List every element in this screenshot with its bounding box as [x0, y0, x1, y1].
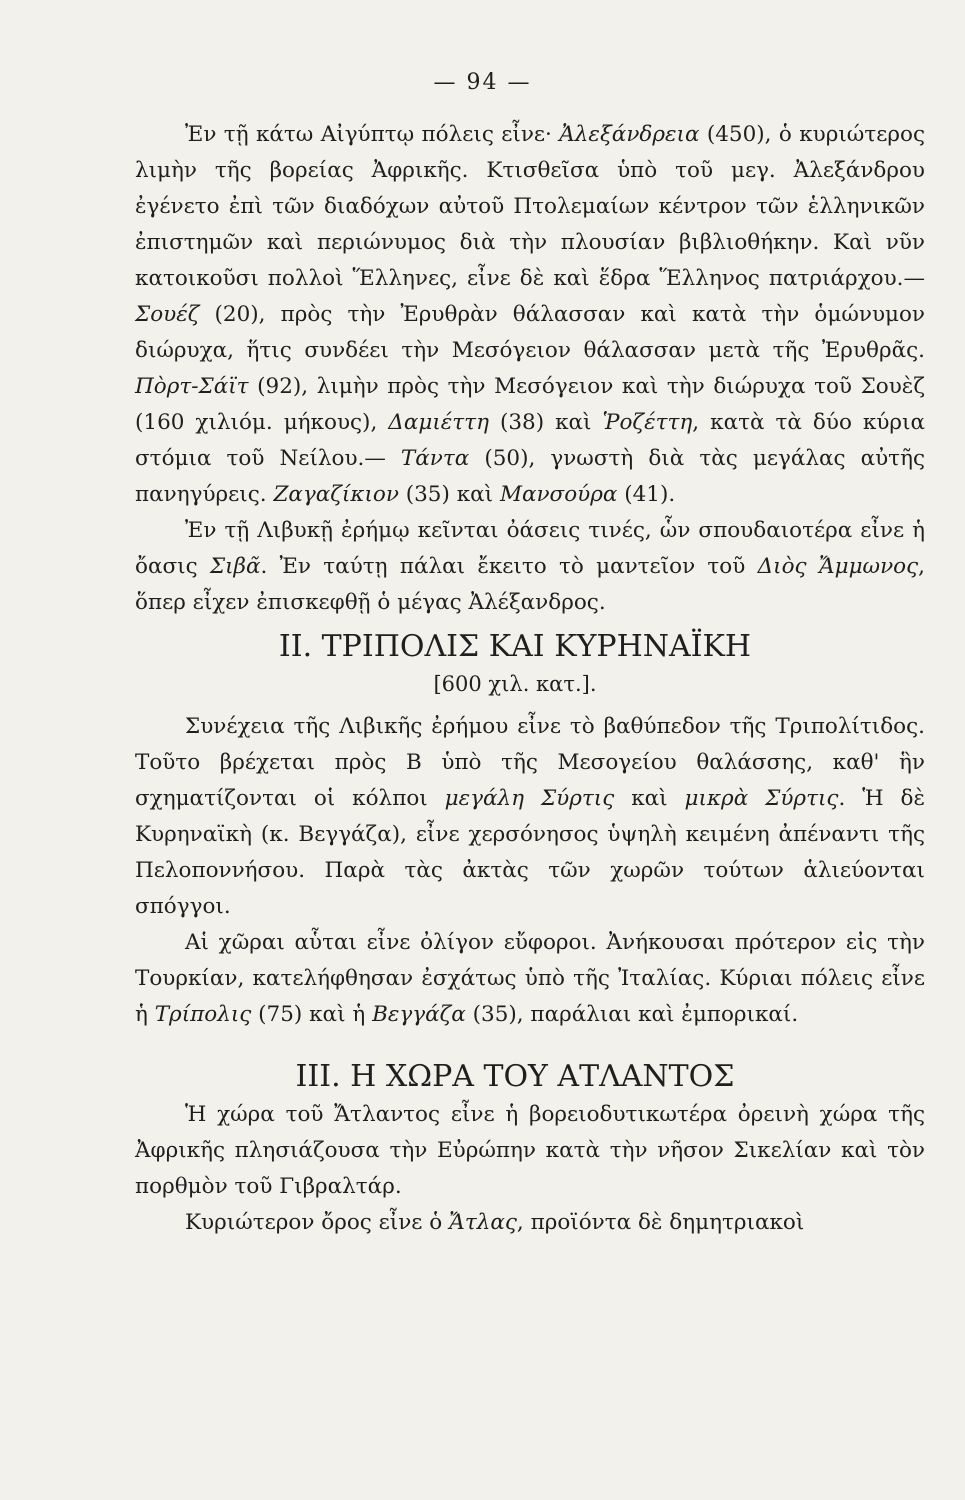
- section-atlas: [135, 1057, 925, 1241]
- italic-term: Μανσούρα: [499, 482, 618, 507]
- text-run: (75) καὶ ἡ: [251, 1002, 373, 1027]
- text-run: Ἡ χώρα τοῦ Ἄτλαντος εἶνε ἡ βορειοδυτικωτέρα ὀρεινὴ χώρα τῆς Ἀφρικῆς πλησιάζουσα τὴν Εὐρώπην κατὰ τὴν νῆσον Σικελίαν καὶ τὸν πορθμὸν τοῦ Γιβραλτάρ.: [135, 1102, 925, 1199]
- paragraph: [135, 1097, 925, 1205]
- text-run: (50), γνωστὴ διὰ τὰς μεγάλας αὐτῆς πανηγύρεις.: [135, 446, 925, 507]
- section-heading-atlas: III. Η ΧΩΡΑ ΤΟΥ ΑΤΛΑΝΤΟΣ: [295, 1059, 735, 1094]
- italic-term: Ἄτλας: [449, 1210, 517, 1235]
- italic-term: Ἀλεξάνδρεια: [559, 122, 700, 147]
- text-run: , ὅπερ εἶχεν ἐπισκεφθῇ ὁ μέγας Ἀλέξανδρος.: [135, 554, 925, 615]
- text-run: Αἱ χῶραι αὗται εἶνε ὀλίγον εὔφοροι. Ἀνήκουσαι πρότερον εἰς τὴν Τουρκίαν, κατελήφθησαν ἐσχάτως ὑπὸ τῆς Ἰταλίας. Κύριαι πόλεις εἶνε ἡ: [135, 930, 925, 1027]
- section-tripoli: [135, 627, 925, 1033]
- text-run: καὶ: [614, 786, 685, 811]
- text-run: (38) καὶ: [488, 410, 603, 435]
- italic-term: Βεγγάζα: [372, 1002, 466, 1027]
- paragraph: [135, 513, 925, 621]
- text-run: Ἐν τῇ κάτω Αἰγύπτῳ πόλεις εἶνε·: [185, 122, 560, 147]
- text-run: (35) καὶ: [398, 482, 500, 507]
- italic-term: Δαμιέττη: [388, 410, 489, 435]
- text-run: (35), παράλιαι καὶ ἐμπορικαί.: [465, 1002, 799, 1027]
- section-area-note: [600 χιλ. κατ.].: [433, 672, 597, 696]
- text-run: (450), ὁ κυριώτερος λιμὴν τῆς βορείας Ἀφρικῆς. Κτισθεῖσα ὑπὸ τοῦ μεγ. Ἀλεξάνδρου ἐγένετο ἐπὶ τῶν διαδόχων αὐτοῦ Πτολεμαίων κέντρον τῶν ἑλληνικῶν ἐπιστημῶν καὶ περιώνυμος διὰ τὴν πλουσίαν βιβλιοθήκην. Καὶ νῦν κατοικοῦσι πολλοὶ Ἕλληνες, εἶνε δὲ καὶ ἕδρα Ἕλληνος πατριάρχου.—: [135, 122, 925, 291]
- italic-term: Σιβᾶ: [209, 554, 261, 579]
- italic-term: Διὸς Ἄμμωνος: [757, 554, 919, 579]
- text-run: (41).: [617, 482, 676, 507]
- italic-term: Ῥοζέττη: [602, 410, 693, 435]
- text-run: , κατὰ τὰ δύο κύρια στόμια τοῦ Νείλου.—: [135, 410, 925, 471]
- italic-term: Σουέζ: [135, 302, 200, 327]
- italic-term: Τρίπολις: [154, 1002, 252, 1027]
- text-run: , προϊόντα δὲ δημητριακοὶ: [516, 1210, 805, 1235]
- italic-term: μικρὰ Σύρτις: [684, 786, 839, 811]
- paragraph: [135, 709, 925, 925]
- italic-term: μεγάλη Σύρτις: [444, 786, 615, 811]
- italic-term: Ζαγαζίκιον: [273, 482, 399, 507]
- section-egypt: [135, 117, 925, 621]
- body-text: [135, 117, 925, 1241]
- page-number: — 94 —: [433, 70, 532, 95]
- text-run: (20), πρὸς τὴν Ἐρυθρὰν θάλασσαν καὶ κατὰ τὴν ὁμώνυμον διώρυχα, ἥτις συνδέει τὴν Μεσόγειον θάλασσαν μετὰ τῆς Ἐρυθρᾶς.: [135, 302, 925, 363]
- text-run: Ἐν τῇ Λιβυκῇ ἐρήμῳ κεῖνται ὀάσεις τινές, ὧν σπουδαιοτέρα εἶνε ἡ ὄασις: [135, 518, 925, 579]
- italic-term: Πὸρτ-Σάϊτ: [135, 374, 249, 399]
- section-heading-tripoli: II. ΤΡΙΠΟΛΙΣ ΚΑΙ ΚΥΡΗΝΑΪΚΗ: [278, 629, 752, 664]
- text-run: . Ἐν ταύτῃ πάλαι ἔκειτο τὸ μαντεῖον τοῦ: [260, 554, 758, 579]
- text-run: Συνέχεια τῆς Λιβικῆς ἐρήμου εἶνε τὸ βαθύπεδον τῆς Τριπολίτιδος. Τοῦτο βρέχεται πρὸς Β ὑπὸ τῆς Μεσογείου θαλάσσης, καθ' ἣν σχηματίζονται οἱ κόλποι: [135, 714, 925, 811]
- paragraph: [135, 117, 925, 513]
- italic-term: Τάντα: [400, 446, 470, 471]
- text-run: . Ἡ δὲ Κυρηναϊκὴ (κ. Βεγγάζα), εἶνε χερσόνησος ὑψηλὴ κειμένη ἀπέναντι τῆς Πελοποννήσου. Παρὰ τὰς ἀκτὰς τῶν χωρῶν τούτων ἁλιεύονται σπόγγοι.: [135, 786, 925, 919]
- paragraph: [135, 1205, 925, 1241]
- paragraph: [135, 925, 925, 1033]
- text-run: Κυριώτερον ὄρος εἶνε ὁ: [185, 1210, 450, 1235]
- text-run: (92), λιμὴν πρὸς τὴν Μεσόγειον καὶ τὴν διώρυχα τοῦ Σουὲζ (160 χιλιόμ. μήκους),: [135, 374, 925, 435]
